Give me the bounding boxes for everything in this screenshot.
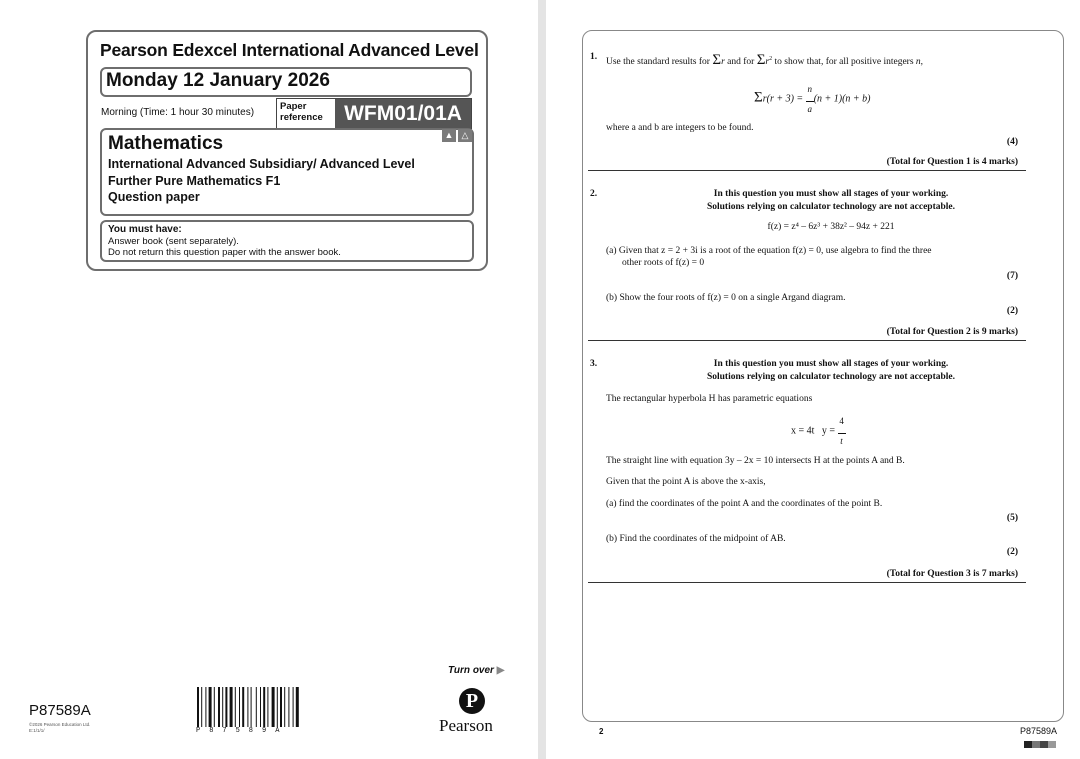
question-total: (Total for Question 2 is 9 marks) — [886, 327, 1018, 337]
page-gutter — [538, 0, 546, 759]
instruction: In this question you must show all stages of your working. — [713, 359, 949, 369]
paper-reference-code: WFM01/01A — [335, 99, 471, 129]
barcode-number: P87589A — [196, 727, 289, 735]
parametric-equations: x = 4t $y = \frac{4}{t}$ — [791, 416, 844, 446]
qualification-line: Question paper — [108, 190, 200, 204]
paper-reference-box — [276, 98, 472, 130]
pearson-logo-icon: P — [459, 688, 485, 714]
triangle-outline-icon: △ — [458, 129, 472, 142]
must-have-item: Answer book (sent separately). — [108, 236, 239, 247]
cover-box — [86, 30, 488, 271]
exam-session: Morning (Time: 1 hour 30 minutes) — [101, 107, 255, 118]
exam-board: Pearson Edexcel International Advanced Level — [100, 40, 479, 60]
marks: (5) — [1006, 513, 1018, 523]
question-number: 3. — [590, 359, 598, 369]
qualification-line: International Advanced Subsidiary/ Advanced Level — [108, 157, 415, 171]
marks: (2) — [1006, 547, 1018, 557]
question-part: (b) Show the four roots of f(z) = 0 on a single Argand diagram. — [606, 293, 846, 303]
question-part: (a) Given that z = 2 + 3i is a root of the equation f(z) = 0, use algebra to find the three — [606, 246, 932, 256]
exam-date-box — [100, 67, 472, 97]
qualification-line: Further Pure Mathematics F1 — [108, 173, 281, 188]
question-text: Use the standard results for Σr and for $\Sigma r^2$ to show that, for all positive integers n, — [606, 52, 924, 68]
play-arrow-icon: ▶ — [496, 665, 505, 676]
question-total: (Total for Question 3 is 7 marks) — [886, 569, 1018, 579]
question-part: (a) find the coordinates of the point A and the coordinates of the point B. — [606, 499, 883, 509]
question-number: 2. — [590, 189, 598, 199]
question-number: 1. — [590, 52, 598, 62]
question-text: Given that the point A is above the x-axis, — [606, 477, 766, 487]
turn-over: Turn over ▶ — [448, 665, 505, 676]
sigma-symbol: Σ — [712, 52, 722, 68]
triangle-icon: ▲ — [442, 129, 456, 142]
must-have-title: You must have: — [108, 224, 182, 235]
fraction: $\frac{4}{t}$ — [839, 416, 844, 446]
question-text: The rectangular hyperbola H has parametric equations — [606, 394, 813, 404]
instruction: Solutions relying on calculator technology are not acceptable. — [706, 372, 956, 382]
sigma-symbol: Σ — [756, 52, 766, 68]
question-part: other roots of f(z) = 0 — [622, 258, 705, 268]
instruction: Solutions relying on calculator technology are not acceptable. — [706, 202, 956, 212]
question-part: (b) Find the coordinates of the midpoint of AB. — [606, 534, 786, 544]
question-total: (Total for Question 1 is 4 marks) — [886, 157, 1018, 167]
qualification-lines — [108, 156, 415, 206]
cover-paper-code: P87589A — [29, 702, 91, 719]
function-definition: f(z) = z⁴ – 6z³ + 38z² – 94z + 221 — [767, 222, 895, 232]
subject-title: Mathematics — [108, 133, 224, 154]
divider — [588, 170, 1026, 171]
marks: (7) — [1006, 271, 1018, 281]
fraction: $\frac{n}{a}$ — [807, 84, 812, 114]
subject-box — [100, 128, 474, 216]
publisher-name: Pearson — [439, 716, 493, 735]
footer-paper-code: P87589A — [1020, 726, 1058, 736]
cover-page — [0, 0, 538, 759]
marks: (2) — [1006, 306, 1018, 316]
must-have-box — [100, 220, 474, 262]
sigma-symbol: Σ — [754, 89, 763, 106]
barcode-image — [196, 687, 332, 727]
divider — [588, 582, 1026, 583]
must-have-item: Do not return this question paper with the answer book. — [108, 247, 341, 258]
divider — [588, 340, 1026, 341]
page-number: 2 — [599, 727, 604, 736]
question-text: where a and b are integers to be found. — [606, 123, 754, 133]
copyright: ©2026 Pearson Education Ltd. E:1/1/1/ — [29, 722, 91, 733]
instruction: In this question you must show all stages of your working. — [713, 189, 949, 199]
marks: (4) — [1006, 137, 1018, 147]
paper-reference-label: Paper reference — [280, 101, 323, 123]
exam-date: Monday 12 January 2026 — [106, 70, 330, 91]
question-page — [546, 0, 1080, 759]
footer-barcode-image — [1024, 741, 1056, 748]
equation: $\Sigma r(r + 3) = \frac{n}{a}(n + 1)(n + b)$ — [754, 84, 871, 114]
question-text: The straight line with equation 3y – 2x = 10 intersects H at the points A and B. — [606, 456, 905, 466]
